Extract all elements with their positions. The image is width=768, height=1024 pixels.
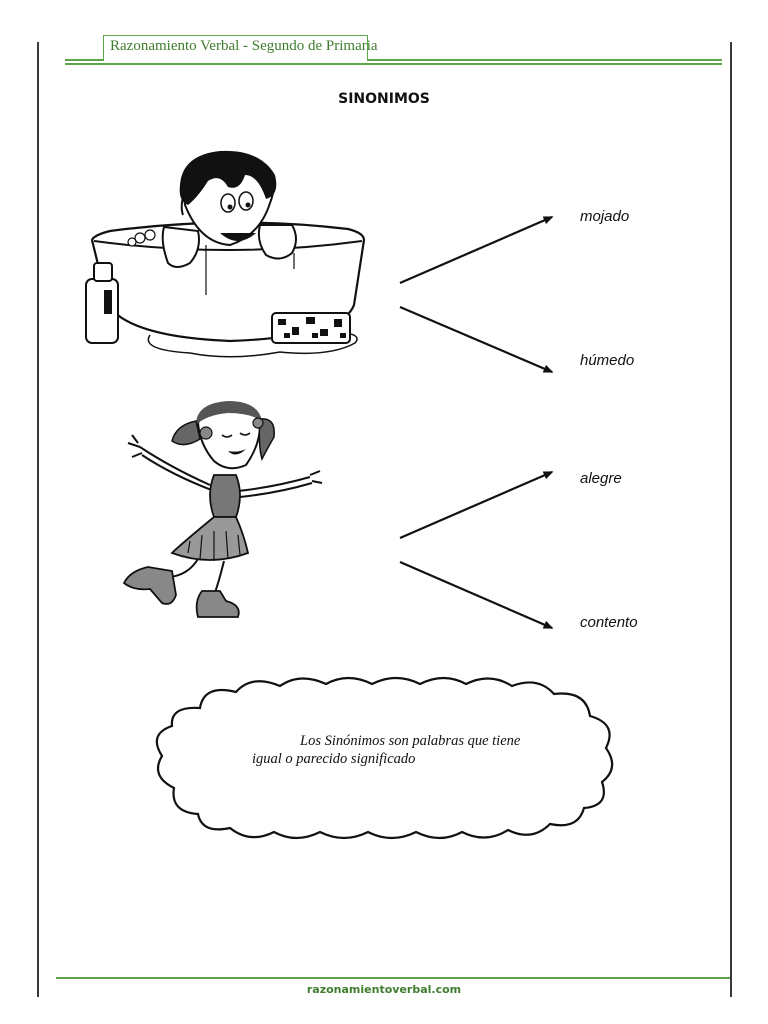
footer-rule (56, 977, 730, 979)
right-margin-line (730, 42, 732, 997)
header-rule-left (65, 59, 105, 61)
header-rule-right (366, 59, 722, 61)
page-title: SINONIMOS (338, 91, 430, 107)
definition-text (252, 732, 572, 768)
left-margin-line (37, 42, 39, 997)
arrow-to-word-4 (400, 562, 552, 628)
footer-site: razonamientoverbal.com (306, 983, 462, 996)
arrow-to-word-2 (400, 307, 552, 372)
definition-line-1: Los Sinónimos son palabras que tiene (300, 733, 521, 749)
arrow-to-word-1 (400, 217, 552, 283)
synonym-word: mojado (580, 208, 630, 225)
child-in-bathtub-icon (80, 145, 380, 370)
definition-line-2: igual o parecido significado (252, 751, 416, 767)
header-rule-under (65, 63, 722, 65)
header-title: Razonamiento Verbal - Segundo de Primaria (110, 38, 378, 54)
connector-arrows (390, 205, 565, 635)
arrow-to-word-3 (400, 472, 552, 538)
synonym-word: húmedo (580, 352, 635, 369)
dancing-girl-icon (110, 395, 330, 625)
synonym-word: contento (580, 614, 638, 631)
synonym-word: alegre (580, 470, 622, 487)
